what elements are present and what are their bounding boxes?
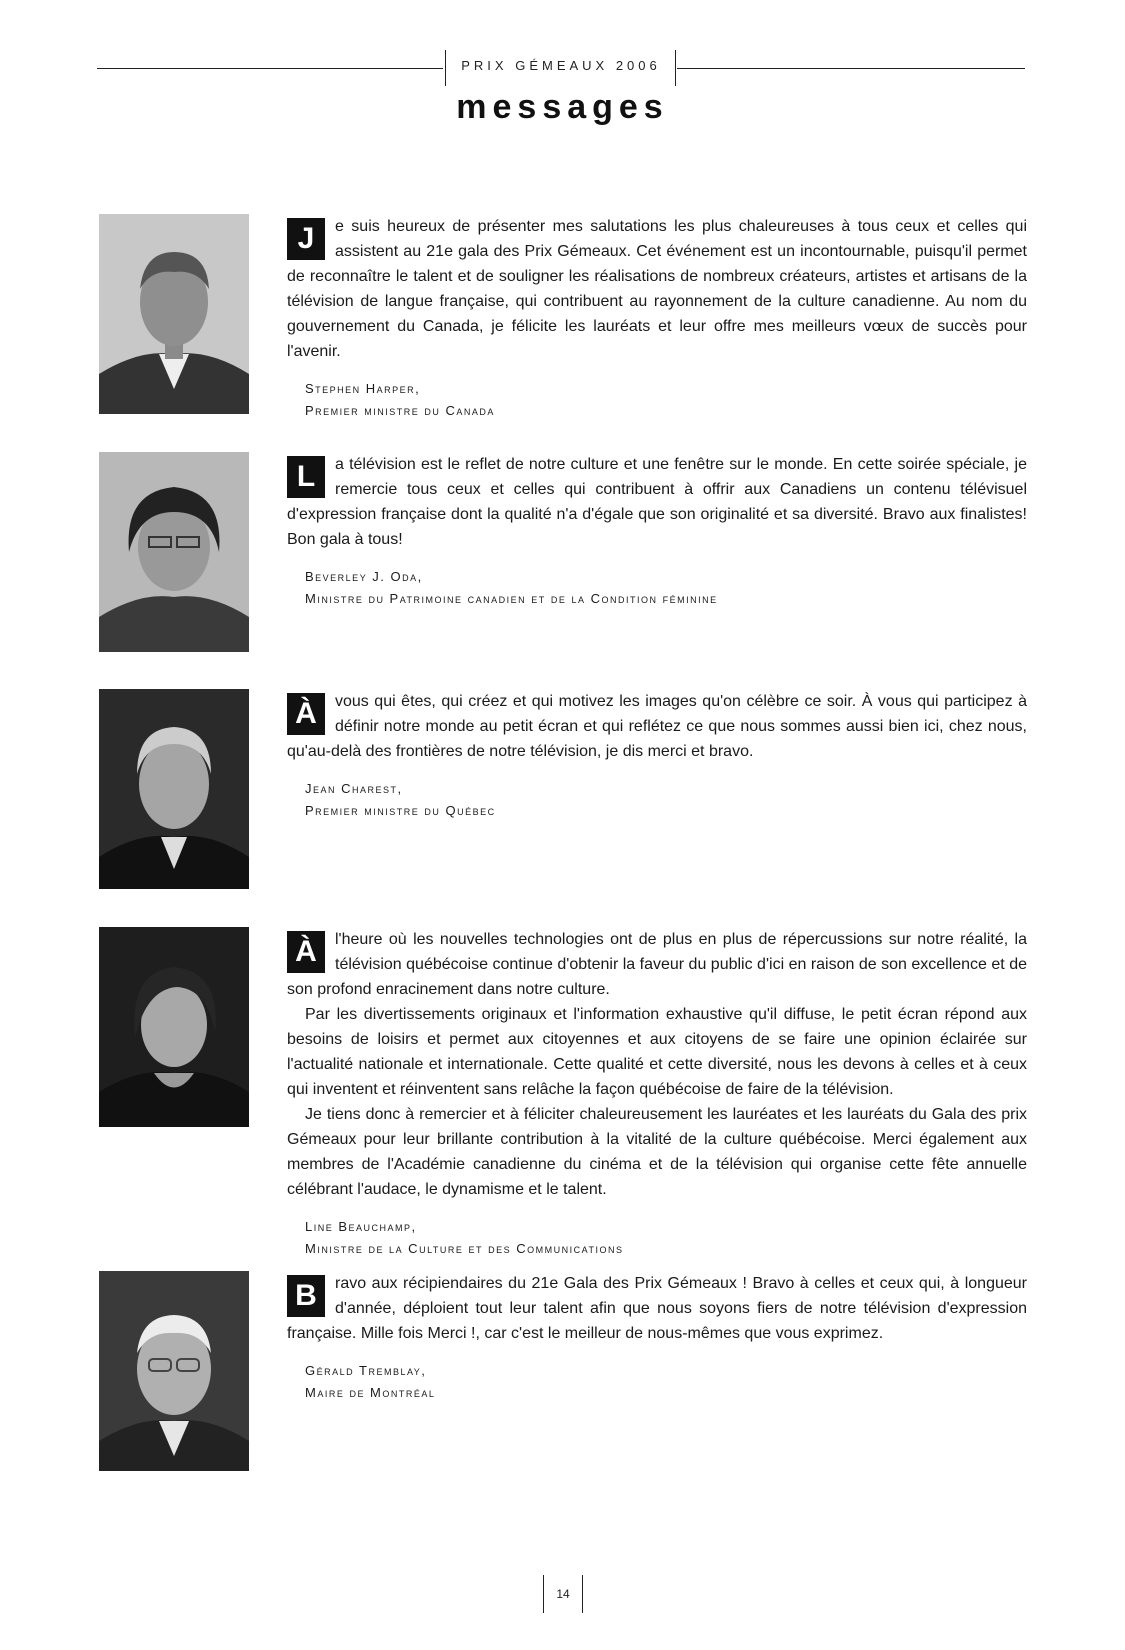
drop-cap: À xyxy=(287,693,325,735)
header-rule-left xyxy=(97,68,443,69)
signature-name: Line Beauchamp, xyxy=(305,1219,417,1234)
message-paragraph: Par les divertissements originaux et l'information exhaustive qu'il diffuse, le petit écran répond aux besoins de loisirs et permet aux citoyennes et aux citoyens de se faire une opinion éclairée sur l'actualité nationale et internationale. Cette qualité et cette diversité, nous les devons à celles et à ceux qui inventent et réinventent sans relâche la façon québécoise de faire de la télévision. xyxy=(287,1006,1027,1098)
portrait-photo xyxy=(99,927,249,1127)
signature-title: Maire de Montréal xyxy=(305,1385,436,1400)
portrait-photo xyxy=(99,689,249,889)
portrait-photo xyxy=(99,1271,249,1471)
drop-cap: J xyxy=(287,218,325,260)
header-rule-right xyxy=(677,68,1025,69)
header-divider-right xyxy=(675,50,676,86)
footer-divider-right xyxy=(582,1575,583,1613)
page-footer xyxy=(543,1575,583,1613)
message-paragraph: ravo aux récipiendaires du 21e Gala des Prix Gémeaux ! Bravo à celles et ceux qui, à longueur d'année, déploient tout leur talent afin que nous soyons fiers de notre télévision d'expression française. Mille fois Merci !, car c'est le meilleur de nous-mêmes que vous exprimez. xyxy=(287,1275,1027,1342)
signature-name: Beverley J. Oda, xyxy=(305,569,423,584)
signature-title: Premier ministre du Québec xyxy=(305,803,496,818)
signature-name: Gérald Tremblay, xyxy=(305,1363,427,1378)
signature-title: Ministre du Patrimoine canadien et de la Condition féminine xyxy=(305,591,718,606)
message-paragraph: a télévision est le reflet de notre culture et une fenêtre sur le monde. En cette soirée spéciale, je remercie tous ceux et celles qui contribuent à offrir aux Canadiens un contenu télévisuel d'expression française dont la qualité n'a d'égale que son originalité et sa diversité. Bravo aux finalistes! Bon gala à tous! xyxy=(287,456,1027,548)
signature-name: Jean Charest, xyxy=(305,781,403,796)
header-brand: PRIX GÉMEAUX 2006 xyxy=(461,58,661,73)
signature-title: Ministre de la Culture et des Communications xyxy=(305,1241,624,1256)
drop-cap: B xyxy=(287,1275,325,1317)
drop-cap: À xyxy=(287,931,325,973)
page-title: messages xyxy=(456,88,669,126)
page-number: 14 xyxy=(556,1587,570,1601)
drop-cap: L xyxy=(287,456,325,498)
portrait-photo xyxy=(99,214,249,414)
portrait-photo xyxy=(99,452,249,652)
signature-name: Stephen Harper, xyxy=(305,381,421,396)
message-paragraph: l'heure où les nouvelles technologies ont de plus en plus de répercussions sur notre réalité, la télévision québécoise continue d'obtenir la faveur du public d'ici en raison de son excellence et de son profond enracinement dans notre culture. xyxy=(287,931,1027,998)
message-paragraph: vous qui êtes, qui créez et qui motivez les images qu'on célèbre ce soir. À vous qui participez à définir notre monde au petit écran et qui reflétez ce que nous sommes aussi bien ici, chez nous, qu'au-delà des frontières de notre télévision, je dis merci et bravo. xyxy=(287,693,1027,760)
signature-title: Premier ministre du Canada xyxy=(305,403,495,418)
header-divider-left xyxy=(445,50,446,86)
message-paragraph: e suis heureux de présenter mes salutations les plus chaleureuses à tous ceux et celles qui assistent au 21e gala des Prix Gémeaux. Cet événement est un incontournable, puisqu'il permet de reconnaître le talent et de souligner les réalisations de nombreux créateurs, artistes et artisans de la télévision de langue française, qui contribuent au rayonnement de la culture canadienne. Au nom du gouvernement du Canada, je félicite les lauréats et leur offre mes meilleurs vœux de succès pour l'avenir. xyxy=(287,218,1027,360)
message-paragraph: Je tiens donc à remercier et à féliciter chaleureusement les lauréates et les lauréats du Gala des prix Gémeaux pour leur brillante contribution à la vitalité de la culture québécoise. Merci également aux membres de l'Académie canadienne du cinéma et de la télévision qui organise cette fête annuelle célébrant l'audace, le dynamisme et le talent. xyxy=(287,1106,1027,1198)
